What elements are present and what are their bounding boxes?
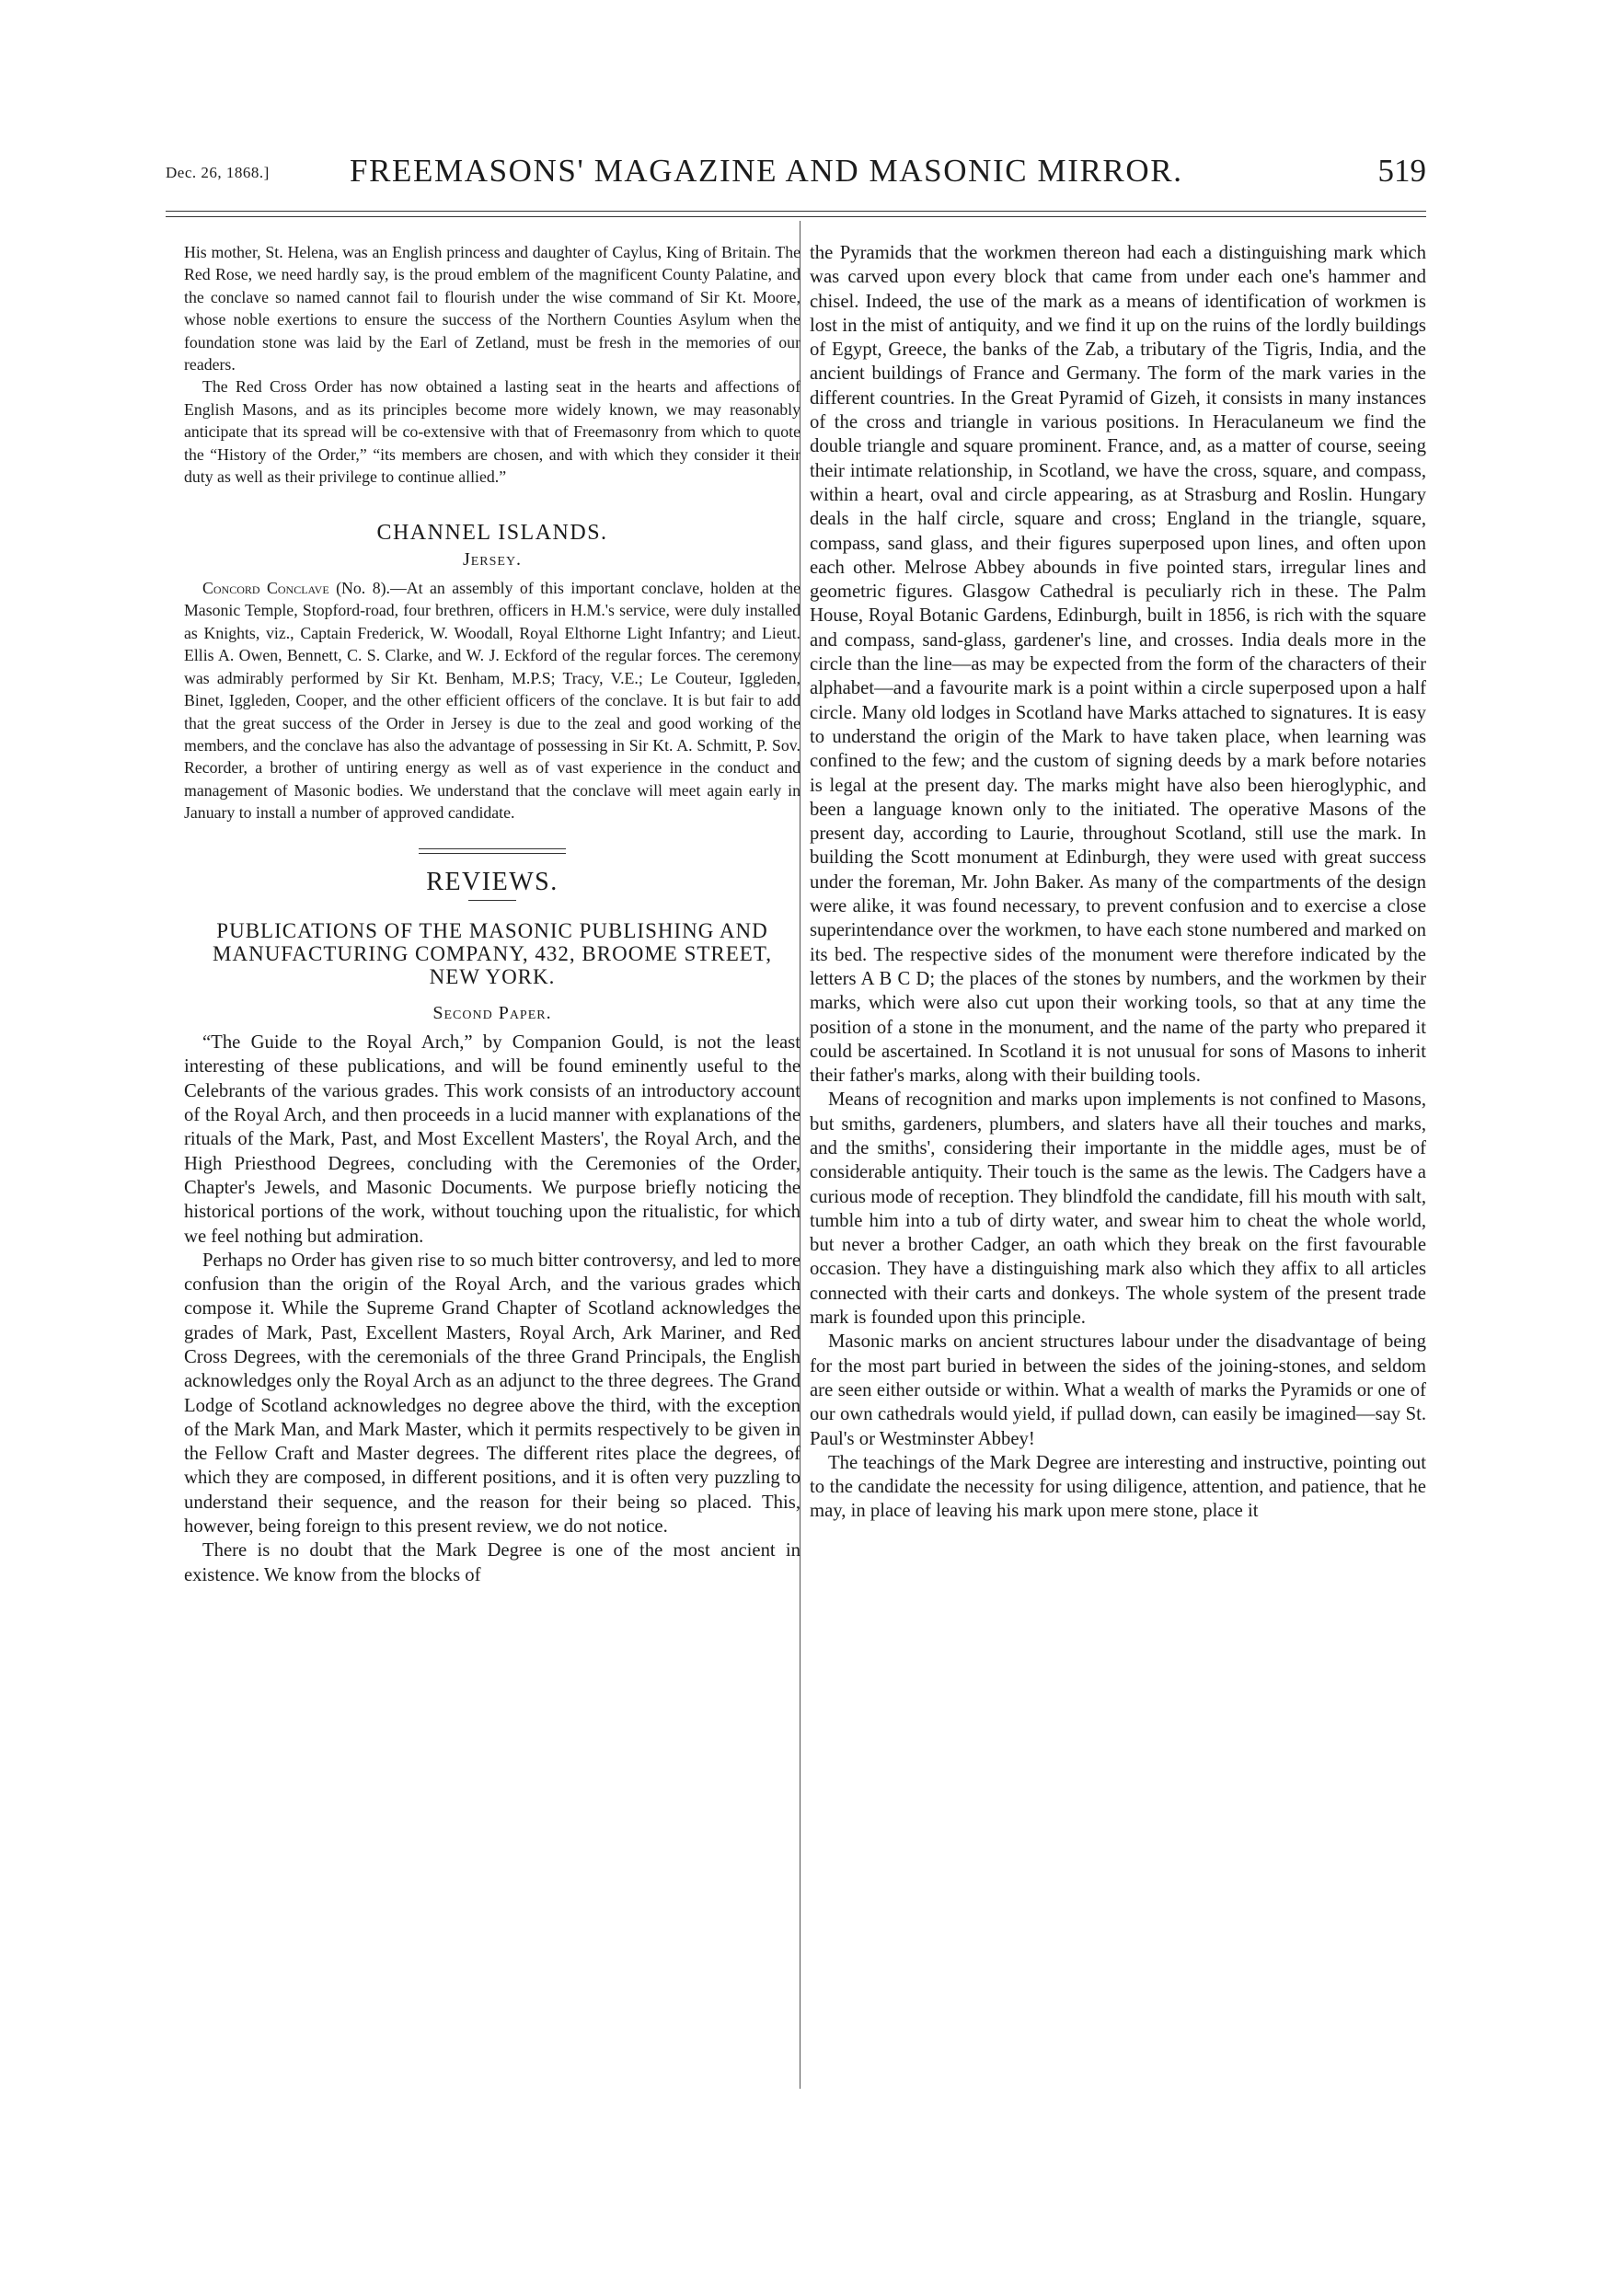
second-paper-label: Second Paper. [432, 1002, 552, 1023]
masthead-rule-bottom [166, 216, 1426, 217]
publication-title: FREEMASONS' MAGAZINE AND MASONIC MIRROR. [350, 153, 1183, 189]
section-separator [419, 848, 566, 854]
review-paragraph-2: Perhaps no Order has given rise to so much bitter controversy, and led to more confusion than the origin of the Royal Arch, and the various grades which compose it. While the Supreme Grand Chapter of Scotland acknowledges the grades of Mark, Past, Excellent Masters, Royal Arch, Ark Mariner, and Red Cross Degrees, with the ceremonials of the three Grand Principals, the English acknowledges only the Royal Arch as an adjunct to the three degrees. The Grand Lodge of Scotland acknowledges no degree above the third, with the exception of the Mark Man, and Mark Master, which it permits respectively to be given in the Fellow Craft and Master degrees. The different rites place the degrees, of which they are composed, in different positions, and it is often very puzzling to understand their sequence, and the reason for their being so placed. This, however, being foreign to this present review, we do not notice. [184, 1250, 800, 1538]
jersey-subheading: Jersey. [462, 548, 523, 570]
marks-paragraph-4: The teachings of the Mark Degree are interesting and instructive, pointing out to the candidate the necessity for using diligence, attention, and patience, that he may, in place of leaving his mark upon mere stone, place it [810, 1452, 1426, 1522]
right-column [810, 241, 1426, 1524]
marks-paragraph-2: Means of recognition and marks upon implements is not confined to Masons, but smiths, gardeners, plumbers, and slaters have all their touches and marks, and the smiths', considering their importante in the middle ages, must be of considerable antiquity. Their touch is the same as the lewis. The Cadgers have a curious mode of reception. They blindfold the candidate, fill his mouth with salt, tumble him into a tub of dirty water, and swear him to cheat the whole world, but never a brother Cadger, an oath which they break on the first favourable occasion. They have a distinguishing mark also which they affix to all articles connected with their carts and donkeys. The whole system of the present trade mark is founded upon this principle. [810, 1089, 1426, 1329]
masthead-rule-top [166, 211, 1426, 212]
concord-conclave-report [184, 577, 800, 824]
issue-date: Dec. 26, 1868.] [166, 164, 270, 181]
page-number: 519 [1377, 153, 1426, 189]
marks-paragraph-3: Masonic marks on ancient structures labour under the disadvantage of being for the most part buried in between the sides of the joining-stones, and seldom are seen either outside or within. What a wealth of marks the Pyramids or one of our own cathedrals would yield, if pullad down, can easily be imagined—say St. Paul's or Westminster Abbey! [810, 1331, 1426, 1449]
channel-islands-heading: CHANNEL ISLANDS. [376, 521, 608, 546]
intro-paragraph-2: The Red Cross Order has now obtained a lasting seat in the hearts and affections of English Masons, and as its principles become more widely known, we may reasonably anticipate that its spread will be co-extensive with that of Freemasonry from which to quote the “History of the Order,” “its members are chosen, and with which they consider it their duty as well as their privilege to continue allied.” [184, 377, 800, 487]
reviews-heading: REVIEWS. [426, 867, 559, 896]
publication-heading: PUBLICATIONS OF THE MASONIC PUBLISHING AND MANUFACTURING COMPANY, 432, BROOME STREET, NEW YORK. [213, 918, 772, 988]
reviews-rule [468, 900, 516, 901]
intro-paragraph-1: His mother, St. Helena, was an English princess and daughter of Caylus, King of Britain. The Red Rose, we need hardly say, is the proud emblem of the magnificent County Palatine, and the conclave so named cannot fail to flourish under the wise command of Sir Kt. Moore, whose noble exertions to ensure the success of the Northern Counties Asylum when the foundation stone was laid by the Earl of Zetland, must be fresh in the memories of our readers. [184, 243, 800, 374]
marks-paragraph-1: the Pyramids that the workmen thereon had each a distinguishing mark which was carved upon every block that came from under each one's hammer and chisel. Indeed, the use of the mark as a means of identification of workmen is lost in the mist of antiquity, and we find it up on the ruins of the lordly buildings of Egypt, Greece, the banks of the Zab, a tributary of the Tigris, India, and the ancient buildings of France and Germany. The form of the mark varies in the different countries. In the Great Pyramid of Gizeh, it consists in many instances of the cross and triangle in various positions. In Heraculaneum we find the double triangle and square prominent. France, and, as a matter of course, seeing their intimate relationship, in Scotland, we have the cross, square, and compass, within a heart, oval and circle appearing, as at Strasburg and Roslin. Hungary deals in the half circle, square and cross; England in the triangle, square, compass, sand glass, and their figures superposed upon lines, and often upon each other. Melrose Abbey abounds in five pointed stars, irregular lines and geometric figures. Glasgow Cathedral is peculiarly rich in these. The Palm House, Royal Botanic Gardens, Edinburgh, built in 1856, is rich with the square and compass, sand-glass, gardener's line, and crosses. India deals more in the circle than the line—as may be expected from the form of the characters of their alphabet—and a favourite mark is a point within a circle superposed upon a half circle. Many old lodges in Scotland have Marks attached to signatures. It is easy to understand the origin of the Mark to have taken place, when learning was confined to the few; and the custom of signing deeds by a mark before notaries is legal at the present day. The marks might have also been hieroglyphic, and been a language known only to the initiated. The operative Masons of the present day, according to Laurie, throughout Scotland, still use the mark. In building the Scott monument at Edinburgh, they were used with great success under the foreman, Mr. John Baker. As many of the compartments of the design were alike, it was found necessary, to prevent confusion and to exercise a close superintendance over the workmen, to have each stone numbered and marked on its bed. The respective sides of the monument were therefore indicated by the letters A B C D; the places of the stones by numbers, and the workmen by their marks, which were also cut upon their working tools, so that at any time the position of a stone in the monument, and the name of the party who prepared it could be ascertained. In Scotland it is not unusual for sons of Masons to inherit their father's marks, along with their building tools. [810, 243, 1426, 1087]
concord-conclave-text: (No. 8).—At an assembly of this important conclave, holden at the Masonic Temple, Stopford-road, four brethren, officers in H.M.'s service, were duly installed as Knights, viz., Captain Frederick, W. Woodall, Royal Elthorne Light Infantry; and Lieut. Ellis A. Owen, Bennett, C. S. Clarke, and W. J. Eckford of the regular forces. The ceremony was admirably performed by Sir Kt. Benham, M.P.S; Tracy, V.E.; Le Couteur, Iggleden, Binet, Iggleden, Cooper, and the other efficient officers of the conclave. It is but fair to add that the great success of the Order in Jersey is due to the zeal and good working of the members, and the conclave has also the advantage of possessing in Sir Kt. A. Schmitt, P. Sov. Recorder, a brother of untiring energy as well as of vast experience in the conduct and management of Masonic bodies. We understand that the conclave will meet again early in January to install a number of approved candidate. [184, 579, 800, 823]
left-column [184, 241, 800, 1587]
masthead [166, 147, 1426, 202]
review-paragraph-1: “The Guide to the Royal Arch,” by Companion Gould, is not the least interesting of these publications, and will be found eminently useful to the Celebrants of the various grades. This work consists of an introductory account of the Royal Arch, and then proceeds in a lucid manner with explanations of the rituals of the Mark, Past, and Most Excellent Masters', the Royal Arch, and the High Priesthood Degrees, concluding with the Ceremonies of the Order, Chapter's Jewels, and Masonic Documents. We purpose briefly noticing the historical portions of the work, without touching upon the ritualistic, for which we feel nothing but admiration. [184, 1032, 800, 1247]
review-paragraph-3: There is no doubt that the Mark Degree is one of the most ancient in existence. We know from the blocks of [184, 1540, 800, 1585]
concord-conclave-lead: Concord Conclave [202, 579, 329, 598]
